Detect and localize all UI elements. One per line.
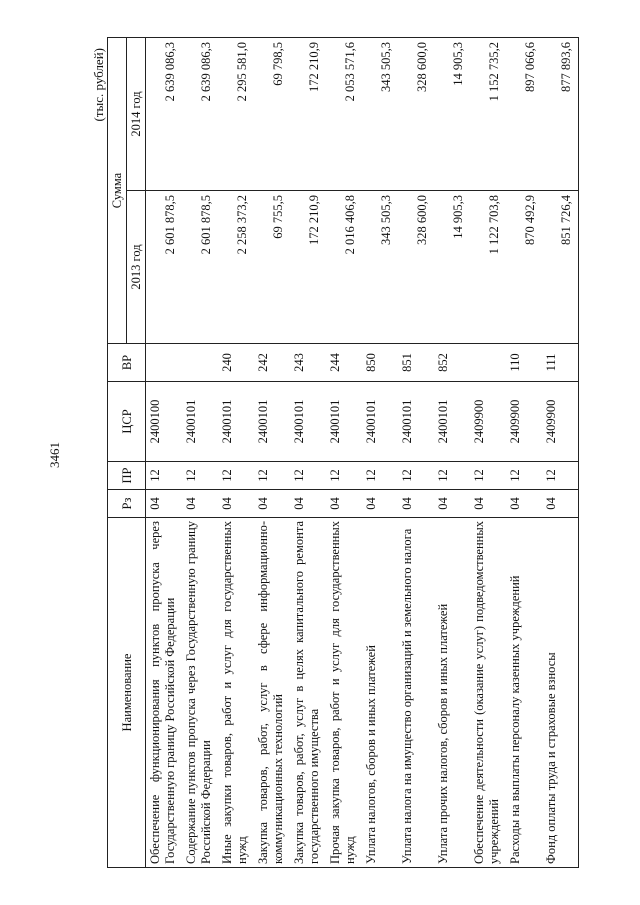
cell-2014: 2 295 581,0: [218, 38, 254, 191]
cell-2014: 328 600,0: [398, 38, 434, 191]
cell-2013: 1 122 703,8: [470, 191, 506, 344]
budget-table: [107, 37, 579, 868]
cell-vr: [182, 344, 218, 382]
header-vr: ВР: [108, 344, 146, 382]
cell-csr: 2409900: [506, 382, 542, 462]
cell-pr: 12: [182, 462, 218, 490]
header-name: Наименование: [108, 518, 146, 868]
cell-name: Закупка товаров, работ, услуг в целях капитального ремонта государственного имущества: [290, 518, 326, 868]
cell-csr: 2409900: [542, 382, 579, 462]
cell-rz: 04: [398, 490, 434, 518]
cell-2014: 2 639 086,3: [182, 38, 218, 191]
units-label: (тыс. рублей): [91, 48, 106, 122]
cell-2013: 2 601 878,5: [146, 191, 183, 344]
cell-vr: 244: [326, 344, 362, 382]
cell-rz: 04: [362, 490, 398, 518]
table-row: [290, 38, 326, 868]
table-row: [326, 38, 362, 868]
cell-pr: 12: [398, 462, 434, 490]
table-row: [254, 38, 290, 868]
cell-csr: 2400101: [434, 382, 470, 462]
cell-name: Расходы на выплаты персоналу казенных учреждений: [506, 518, 542, 868]
cell-2014: 877 893,6: [542, 38, 579, 191]
cell-pr: 12: [326, 462, 362, 490]
cell-name: Обеспечение деятельности (оказание услуг) подведомственных учреждений: [470, 518, 506, 868]
cell-2014: 172 210,9: [290, 38, 326, 191]
table-row: [218, 38, 254, 868]
cell-rz: 04: [290, 490, 326, 518]
cell-csr: 2400100: [146, 382, 183, 462]
table-row: [182, 38, 218, 868]
cell-pr: 12: [254, 462, 290, 490]
cell-2013: 870 492,9: [506, 191, 542, 344]
cell-csr: 2400101: [290, 382, 326, 462]
cell-rz: 04: [218, 490, 254, 518]
cell-2014: 2 639 086,3: [146, 38, 183, 191]
cell-pr: 12: [470, 462, 506, 490]
page-number: 3461: [47, 442, 62, 468]
cell-name: Уплата налога на имущество организаций и земельного налога: [398, 518, 434, 868]
cell-2014: 69 798,5: [254, 38, 290, 191]
cell-name: Фонд оплаты труда и страховые взносы: [542, 518, 579, 868]
cell-rz: 04: [542, 490, 579, 518]
cell-pr: 12: [146, 462, 183, 490]
cell-2013: 14 905,3: [434, 191, 470, 344]
cell-name: Обеспечение функционирования пунктов пропуска через Государственную границу Российской Федерации: [146, 518, 183, 868]
cell-rz: 04: [146, 490, 183, 518]
cell-rz: 04: [254, 490, 290, 518]
cell-vr: 110: [506, 344, 542, 382]
cell-vr: 850: [362, 344, 398, 382]
cell-csr: 2400101: [326, 382, 362, 462]
header-pr: ПР: [108, 462, 146, 490]
cell-2013: 343 505,3: [362, 191, 398, 344]
cell-pr: 12: [506, 462, 542, 490]
cell-rz: 04: [506, 490, 542, 518]
cell-pr: 12: [542, 462, 579, 490]
cell-name: Закупка товаров, работ, услуг в сфере информационно-коммуникационных технологий: [254, 518, 290, 868]
cell-name: Иные закупки товаров, работ и услуг для государственных нужд: [218, 518, 254, 868]
cell-rz: 04: [470, 490, 506, 518]
table-row: [470, 38, 506, 868]
cell-rz: 04: [326, 490, 362, 518]
cell-pr: 12: [434, 462, 470, 490]
header-2014: 2014 год: [127, 38, 146, 191]
cell-csr: 2400101: [362, 382, 398, 462]
cell-rz: 04: [182, 490, 218, 518]
cell-csr: 2409900: [470, 382, 506, 462]
cell-2014: 1 152 735,2: [470, 38, 506, 191]
table-row: [542, 38, 579, 868]
cell-rz: 04: [434, 490, 470, 518]
cell-csr: 2400101: [218, 382, 254, 462]
cell-vr: 240: [218, 344, 254, 382]
table-row: [146, 38, 183, 868]
cell-vr: 243: [290, 344, 326, 382]
cell-vr: [146, 344, 183, 382]
cell-2013: 69 755,5: [254, 191, 290, 344]
cell-2013: 172 210,9: [290, 191, 326, 344]
cell-pr: 12: [218, 462, 254, 490]
cell-csr: 2400101: [398, 382, 434, 462]
table-row: [434, 38, 470, 868]
cell-vr: 242: [254, 344, 290, 382]
cell-name: Уплата прочих налогов, сборов и иных платежей: [434, 518, 470, 868]
table-row: [506, 38, 542, 868]
cell-pr: 12: [362, 462, 398, 490]
cell-2014: 343 505,3: [362, 38, 398, 191]
cell-vr: 852: [434, 344, 470, 382]
cell-2013: 851 726,4: [542, 191, 579, 344]
cell-2013: 2 258 373,2: [218, 191, 254, 344]
header-csr: ЦСР: [108, 382, 146, 462]
table-body: [146, 38, 579, 868]
cell-vr: 111: [542, 344, 579, 382]
table-row: [362, 38, 398, 868]
cell-2014: 2 053 571,6: [326, 38, 362, 191]
cell-name: Содержание пунктов пропуска через Государственную границу Российской Федерации: [182, 518, 218, 868]
table-row: [398, 38, 434, 868]
header-rz: Рз: [108, 490, 146, 518]
header-2013: 2013 год: [127, 191, 146, 344]
cell-csr: 2400101: [182, 382, 218, 462]
cell-vr: 851: [398, 344, 434, 382]
cell-name: Прочая закупка товаров, работ и услуг для государственных нужд: [326, 518, 362, 868]
cell-vr: [470, 344, 506, 382]
cell-2013: 328 600,0: [398, 191, 434, 344]
cell-name: Уплата налогов, сборов и иных платежей: [362, 518, 398, 868]
cell-pr: 12: [290, 462, 326, 490]
header-sum: Сумма: [108, 38, 127, 344]
rotated-budget-page: [91, 38, 573, 868]
cell-2013: 2 601 878,5: [182, 191, 218, 344]
cell-csr: 2400101: [254, 382, 290, 462]
cell-2014: 14 905,3: [434, 38, 470, 191]
cell-2013: 2 016 406,8: [326, 191, 362, 344]
cell-2014: 897 066,6: [506, 38, 542, 191]
